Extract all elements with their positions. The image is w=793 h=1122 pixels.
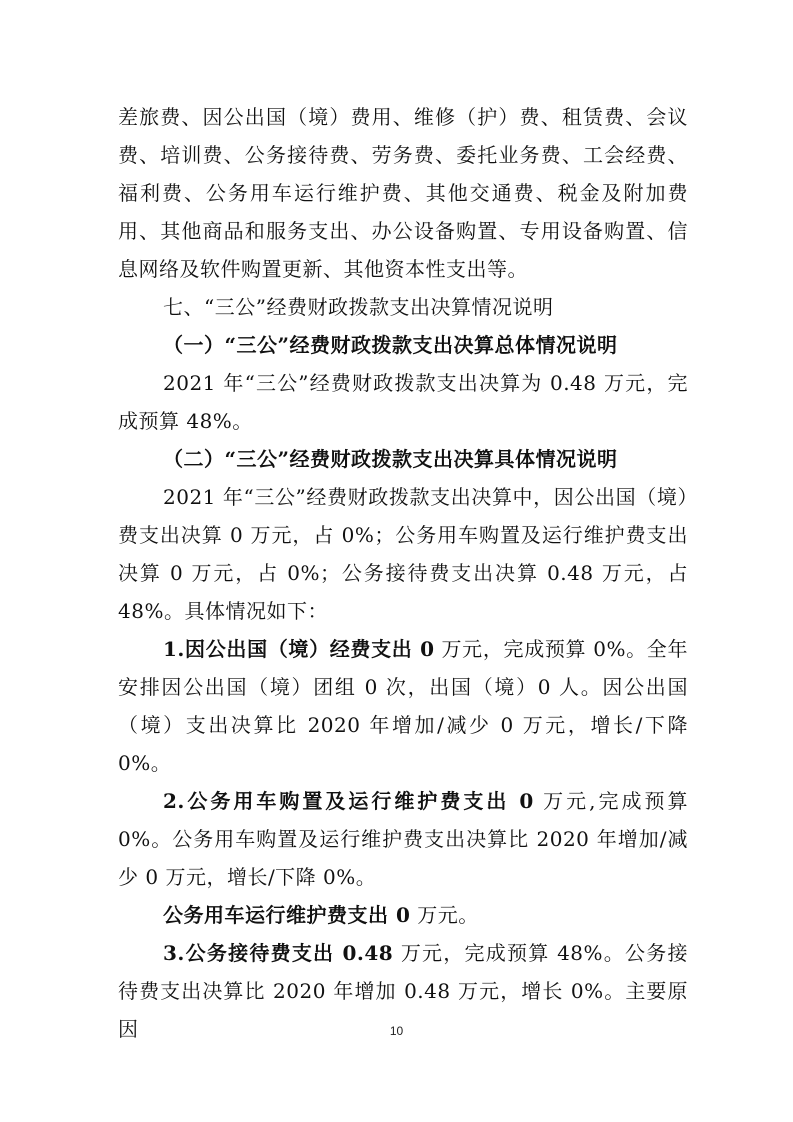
item-official-vehicles [118, 782, 688, 896]
paragraph-expense-list: 差旅费、因公出国（境）费用、维修（护）费、租赁费、会议费、培训费、公务接待费、劳务费、委托业务费、工会经费、福利费、公务用车运行维护费、其他交通费、税金及附加费用、其他商品和服务支出、办公设备购置、专用设备购置、信息网络及软件购置更新、其他资本性支出等。 [118, 105, 688, 281]
item-vehicle-maintenance-title: 公务用车运行维护费支出 0 [163, 903, 411, 927]
item-vehicle-maintenance [118, 896, 688, 934]
item-reception-text: 万元，完成预算 48%。公务接待费支出决算比 2020 年增加 0.48 万元，增长 0%。主要原因 [118, 941, 688, 1041]
document-body [118, 98, 688, 1048]
section-heading-three-public: 七、“三公”经费财政拨款支出决算情况说明 [163, 295, 554, 319]
item-overseas-travel-title: 1.因公出国（境）经费支出 0 [163, 637, 435, 661]
paragraph-overall: 2021 年“三公”经费财政拨款支出决算为 0.48 万元，完成预算 48%。 [118, 371, 688, 433]
item-official-vehicles-title: 2.公务用车购置及运行维护费支出 0 [163, 789, 534, 813]
item-overseas-travel-text: 万元，完成预算 0%。全年安排因公出国（境）团组 0 次，出国（境）0 人。因公出国（境）支出决算比 2020 年增加/减少 0 万元，增长/下降 0%。 [118, 637, 688, 775]
item-overseas-travel [118, 630, 688, 782]
item-official-vehicles-text: 万元,完成预算 0%。公务用车购置及运行维护费支出决算比 2020 年增加/减少 0 万元，增长/下降 0%。 [118, 789, 689, 889]
item-vehicle-maintenance-text: 万元。 [410, 903, 479, 927]
item-reception-title: 3.公务接待费支出 0.48 [163, 941, 394, 965]
paragraph-specific: 2021 年“三公”经费财政拨款支出决算中，因公出国（境）费支出决算 0 万元，占 0%；公务用车购置及运行维护费支出决算 0 万元，占 0%；公务接待费支出决算 0.48 万元，占 48%。具体情况如下： [118, 485, 688, 623]
subheading-specific: （二）“三公”经费财政拨款支出决算具体情况说明 [163, 447, 618, 471]
page-number: 10 [389, 1024, 404, 1038]
subheading-overall: （一）“三公”经费财政拨款支出决算总体情况说明 [163, 333, 618, 357]
